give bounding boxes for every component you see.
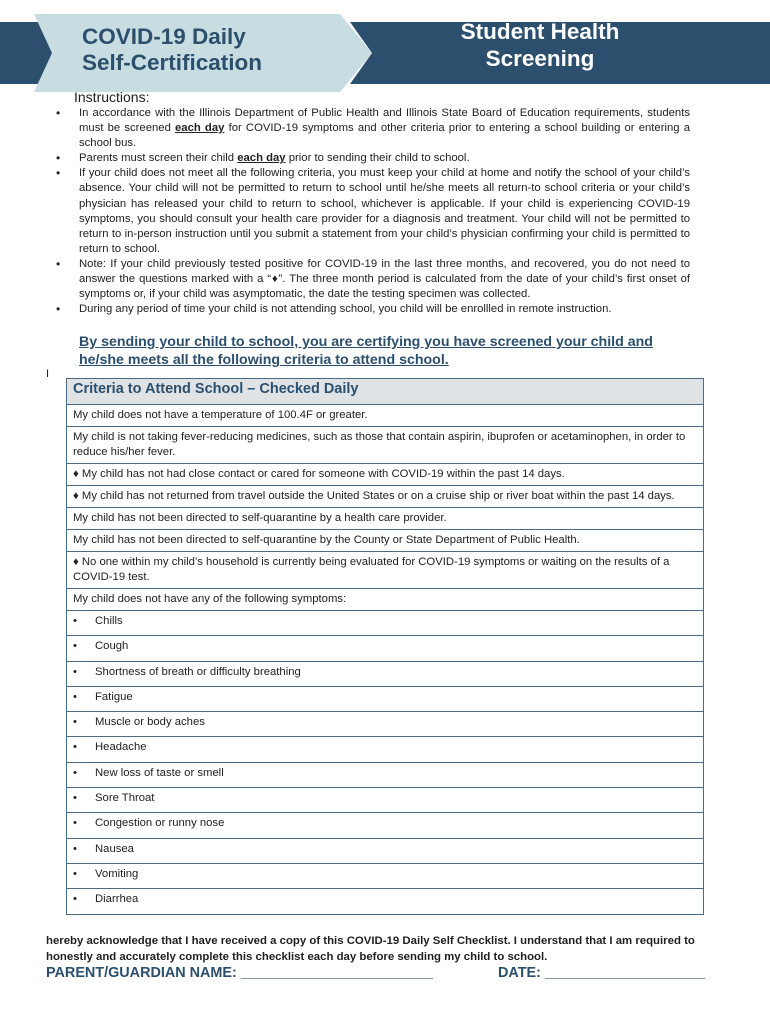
date-field[interactable]: DATE: ____________________ (498, 965, 705, 981)
criteria-row: ♦ My child has not returned from travel outside the United States or on a cruise ship or river boat within the past 14 days. (67, 486, 704, 508)
criteria-table-header (67, 379, 704, 405)
instruction-item: • During any period of time your child is not attending school, you child will be enrollled in remote instruction. (56, 302, 690, 317)
instructions-list (56, 106, 690, 317)
criteria-row: ♦ My child has not had close contact or cared for someone with COVID-19 within the past 14 days. (67, 464, 704, 486)
title-line-1: COVID-19 Daily (82, 24, 246, 49)
symptom-row: • Diarrhea (67, 889, 704, 914)
symptom-row: • Congestion or runny nose (67, 813, 704, 838)
instruction-item: • In accordance with the Illinois Department of Public Health and Illinois State Board of Education requirements, students must be screened each day for COVID-19 symptoms and other criteria prior to entering a school building or entering a school bus. (56, 106, 690, 151)
criteria-table (66, 378, 704, 915)
symptom-row: • Muscle or body aches (67, 712, 704, 737)
document-title (82, 24, 342, 76)
symptom-row: • Fatigue (67, 686, 704, 711)
title-line-2: Self-Certification (82, 50, 263, 75)
symptom-row: • Headache (67, 737, 704, 762)
criteria-row: My child does not have any of the following symptoms: (67, 589, 704, 611)
symptom-row: • Chills (67, 611, 704, 636)
certification-statement: By sending your child to school, you are certifying you have screened your child and he/she meets all the following criteria to attend school. (79, 334, 653, 368)
signature-line (46, 965, 746, 981)
symptom-row: • Cough (67, 636, 704, 661)
subtitle-line-1: Student Health (460, 19, 620, 44)
acknowledgement-text: hereby acknowledge that I have received a copy of this COVID-19 Daily Self Checklist. I understand that I am required to honestly and accurately complete this checklist each day before sending my child to school. (46, 935, 695, 963)
criteria-row: ♦ No one within my child’s household is currently being evaluated for COVID-19 symptoms or waiting on the results of a COVID-19 test. (67, 552, 704, 589)
criteria-row: My child is not taking fever-reducing medicines, such as those that contain aspirin, ibuprofen or acetaminophen, in order to reduce his/her fever. (67, 427, 704, 464)
symptom-row: • Sore Throat (67, 788, 704, 813)
symptom-row: • New loss of taste or smell (67, 762, 704, 787)
header-banner (0, 0, 770, 96)
criteria-heading: Criteria to Attend School – Checked Daily (67, 379, 704, 405)
instruction-item: • If your child does not meet all the following criteria, you must keep your child at home and notify the school of your child’s absence. Your child will not be permitted to return to school until he/she meets all return-to school criteria or your child’s physician has released your child to return to school, whichever is applicable. If your child is experiencing COVID-19 symptoms, you should consult your health care provider for a diagnosis and treatment. Your child will not be permitted to return to in-person instruction until you submit a statement from your child’s physician confirming your child is permitted to return to school. (56, 166, 690, 257)
guardian-name-field[interactable]: PARENT/GUARDIAN NAME: ________________________ (46, 965, 433, 981)
instructions-heading: Instructions: (74, 89, 150, 105)
document-subtitle (395, 18, 685, 72)
stray-mark: I (46, 368, 50, 380)
instruction-item: • Note: If your child previously tested positive for COVID-19 in the last three months, and recovered, you do not need to answer the questions marked with a “♦”. The three month period is calculated from the date of your child’s first onset of symptoms or, if your child was asymptomatic, the date the testing specimen was collected. (56, 257, 690, 302)
criteria-row: My child does not have a temperature of 100.4F or greater. (67, 405, 704, 427)
subtitle-line-2: Screening (485, 46, 595, 71)
criteria-row: My child has not been directed to self-quarantine by a health care provider. (67, 508, 704, 530)
instruction-item: • Parents must screen their child each day prior to sending their child to school. (56, 151, 690, 166)
symptom-row: • Vomiting (67, 863, 704, 888)
criteria-row: My child has not been directed to self-quarantine by the County or State Department of Public Health. (67, 530, 704, 552)
symptom-row: • Nausea (67, 838, 704, 863)
symptom-row: • Shortness of breath or difficulty breathing (67, 661, 704, 686)
